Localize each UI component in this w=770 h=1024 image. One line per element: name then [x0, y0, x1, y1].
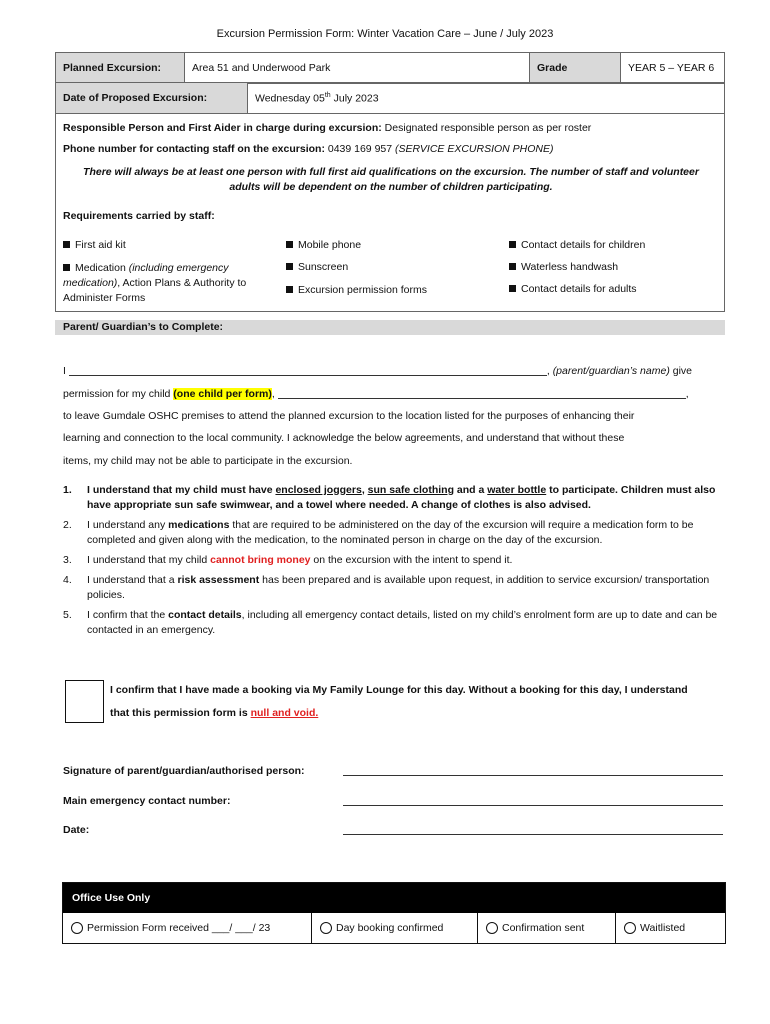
radio-circle-icon [320, 922, 332, 934]
agreement-item-3: 3. I understand that my child cannot bring money on the excursion with the intent to spend it. [63, 554, 513, 566]
office-use-panel [62, 882, 726, 944]
option-confirmation-sent[interactable]: Confirmation sent [478, 913, 616, 943]
requirements-label: Requirements carried by staff: [63, 210, 215, 222]
agreements-list [63, 483, 725, 643]
bullet-square-icon [286, 241, 293, 248]
excursion-details-box [55, 113, 725, 312]
permission-text-3: items, my child may not be able to participate in the excursion. [63, 455, 353, 467]
permission-text-2: learning and connection to the local community. I acknowledge the below agreements, and understand that without these [63, 432, 625, 444]
phone-line: Phone number for contacting staff on the excursion: 0439 169 957 (SERVICE EXCURSION PHONE) [63, 143, 554, 155]
option-permission-received[interactable]: Permission Form received ___/ ___/ 23 [63, 913, 312, 943]
req-handwash: Waterless handwash [509, 261, 618, 273]
child-name-line: permission for my child (one child per form), , [63, 388, 689, 400]
req-contact-children: Contact details for children [509, 239, 645, 251]
bullet-square-icon [509, 241, 516, 248]
radio-circle-icon [486, 922, 498, 934]
req-permission-forms: Excursion permission forms [286, 284, 427, 296]
bullet-square-icon [63, 241, 70, 248]
agreement-item-4: 4. I understand that a risk assessment has been prepared and is available upon request, in addition to service excursion/ transportation policies. [63, 574, 710, 601]
option-day-booking-confirmed[interactable]: Day booking confirmed [312, 913, 478, 943]
radio-circle-icon [71, 922, 83, 934]
planned-excursion-label: Planned Excursion: [56, 53, 185, 84]
booking-confirm-line-1: I confirm that I have made a booking via My Family Lounge for this day. Without a booking for this day, I understand [110, 684, 688, 696]
grade-label: Grade [530, 53, 621, 84]
form-title: Excursion Permission Form: Winter Vacation Care – June / July 2023 [216, 28, 554, 40]
option-waitlisted[interactable]: Waitlisted [616, 913, 725, 943]
date-row-table [55, 82, 725, 114]
parent-name-line: I , (parent/guardian’s name) give [63, 365, 693, 377]
proposed-date-value: Wednesday 05th July 2023 [248, 83, 725, 114]
child-name-field[interactable] [278, 386, 686, 399]
proposed-date-label: Date of Proposed Excursion: [56, 83, 248, 114]
responsible-person-line: Responsible Person and First Aider in charge during excursion: Designated responsible person as per roster [63, 122, 592, 134]
req-medication: Medication (including emergency medication), Action Plans & Authority to Administer Forms [63, 262, 247, 304]
date-label: Date: [63, 824, 90, 836]
date-field[interactable] [343, 834, 723, 835]
booking-confirm-line-2: that this permission form is null and void. [110, 707, 319, 719]
req-first-aid-kit: First aid kit [63, 239, 126, 251]
bullet-square-icon [63, 264, 70, 271]
req-mobile-phone: Mobile phone [286, 239, 361, 251]
agreement-item-5: 5. I confirm that the contact details, including all emergency contact details, listed on my child’s enrolment form are up to date and can be contacted in an emergency. [63, 609, 718, 636]
agreement-item-2: 2. I understand any medications that are required to be administered on the day of the excursion will require a medication form to be completed and given along with the medication, to the nominated person in charge on the day of the excursion. [63, 519, 694, 546]
bullet-square-icon [509, 285, 516, 292]
emergency-contact-label: Main emergency contact number: [63, 795, 231, 807]
req-sunscreen: Sunscreen [286, 261, 348, 273]
parent-section-header: Parent/ Guardian’s to Complete: [55, 320, 725, 335]
bullet-square-icon [286, 286, 293, 293]
excursion-header-table [55, 52, 725, 84]
grade-value: YEAR 5 – YEAR 6 [621, 53, 725, 84]
agreement-item-1: 1. I understand that my child must have enclosed joggers, sun safe clothing and a water bottle to participate. Children must also have appropriate sun safe swimwear, and a towel where needed. A change of clothes is also advised. [63, 484, 716, 511]
bullet-square-icon [509, 263, 516, 270]
office-use-title: Office Use Only [63, 883, 725, 913]
signature-field[interactable] [343, 775, 723, 776]
signature-label: Signature of parent/guardian/authorised person: [63, 765, 305, 777]
office-options-row [63, 913, 725, 943]
req-contact-adults: Contact details for adults [509, 283, 637, 295]
first-aid-notice: There will always be at least one person with full first aid qualifications on the excursion. The number of staff and volunteer adults will be dependent on the number of children participating. [83, 166, 699, 193]
radio-circle-icon [624, 922, 636, 934]
bullet-square-icon [286, 263, 293, 270]
booking-confirm-checkbox[interactable] [65, 680, 104, 723]
parent-name-field[interactable] [69, 363, 547, 376]
emergency-contact-field[interactable] [343, 805, 723, 806]
permission-text-1: to leave Gumdale OSHC premises to attend the planned excursion to the location listed for the purposes of enhancing their [63, 410, 635, 422]
planned-excursion-value: Area 51 and Underwood Park [185, 53, 530, 84]
